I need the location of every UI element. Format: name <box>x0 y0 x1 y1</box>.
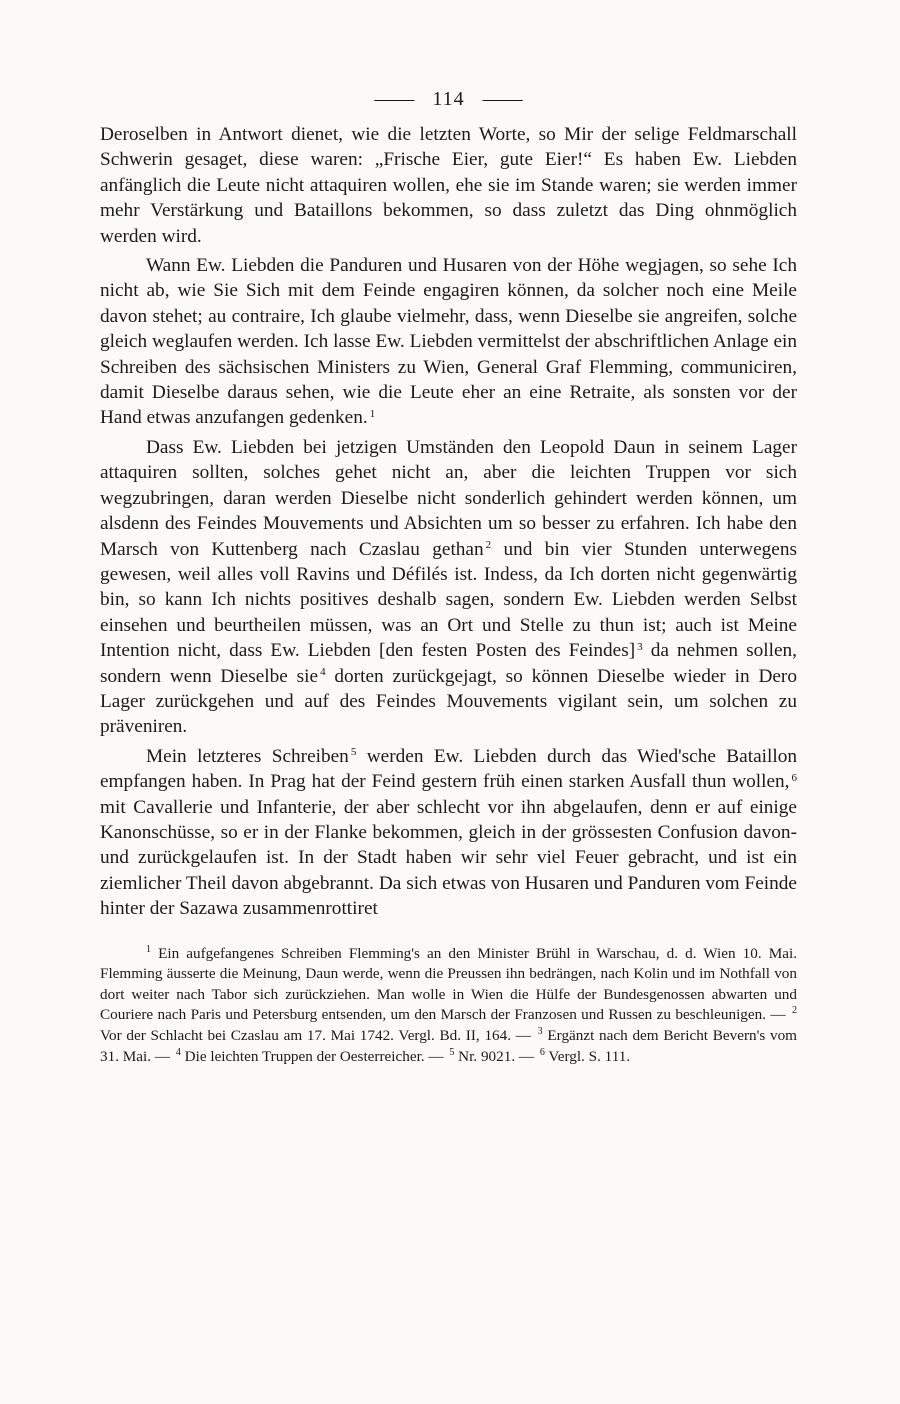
footnote-marker: 5 <box>449 1046 455 1058</box>
footnote-marker: 2 <box>792 1005 797 1017</box>
text-run: Nr. 9021. — <box>454 1047 538 1065</box>
text-run: werden Ew. Liebden durch das Wied'sche Bataillon empfangen haben. In Prag hat der Feind gestern früh einen starken Ausfall thun wollen, <box>100 745 797 793</box>
text-run: Mein letzteres Schreiben <box>146 745 349 767</box>
footnote-marker: 3 <box>637 640 643 653</box>
footnote-marker: 1 <box>146 943 151 955</box>
text-run: dorten zurückgejagt, so können Dieselbe wieder in Dero Lager zurückgehen und auf des Feindes Mouvements vigilant sein, um solchen zu präveniren. <box>100 665 797 738</box>
body-paragraph <box>100 744 797 922</box>
footnote-marker: 4 <box>320 665 326 678</box>
footnote-marker: 4 <box>175 1046 181 1058</box>
text-run: Ein aufgefangenes Schreiben Flemming's an den Minister Brühl in Warschau, d. d. Wien 10. Mai. Flemming äusserte die Meinung, Daun werde, wenn die Preussen ihn bedrängen, nach Kolin und im Nothfall von dort weiter nach Tabor sich zurückziehen. Man wolle in Wien die Hülfe der Bundesgenossen abwarten und Couriere nach Paris und Petersburg entsenden, um den Marsch der Franzosen und Russen zu beschleunigen. — <box>100 944 797 1024</box>
body-paragraph <box>100 435 797 740</box>
footnote-marker: 1 <box>369 407 376 420</box>
footnote-marker: 3 <box>537 1025 543 1037</box>
text-run: Dass Ew. Liebden bei jetzigen Umständen den Leopold Daun in seinem Lager attaquiren sollten, solches gehet nicht an, aber die leichten Truppen vor sich wegzubringen, daran werden Dieselbe nicht sonderlich gehindert werden können, um alsdenn des Feindes Mouvements und Absichten um so besser zu erfahren. Ich habe den Marsch von Kuttenberg nach Czaslau gethan <box>100 436 797 560</box>
text-run: Die leichten Truppen der Oesterreicher. — <box>180 1047 448 1065</box>
text-run: Wann Ew. Liebden die Panduren und Husaren von der Höhe wegjagen, so sehe Ich nicht ab, wie Sie Sich mit dem Feinde engagiren können, da solcher noch eine Meile davon stehet; au contraire, Ich glaube vielmehr, dass, wenn Dieselbe sie angreifen, solche gleich weglaufen werden. Ich lasse Ew. Liebden vermittelst der abschriftlichen Anlage ein Schreiben des sächsischen Ministers zu Wien, General Graf Flemming, communiciren, damit Dieselbe daraus sehen, wie die Leute eher an eine Retraite, als sonsten vor der Hand etwas anzufangen gedenken. <box>100 255 797 429</box>
text-run: mit Cavallerie und Infanterie, der aber schlecht vor ihn abgelaufen, denn er auf einige Kanonschüsse, so er in der Flanke bekommen, gleich in der grössesten Confusion davon- und zurückgelaufen ist. In der Stadt haben wir sehr viel Feuer gebracht, und ist ein ziemlicher Theil davon abgebrannt. Da sich etwas von Husaren und Panduren vom Feinde hinter der Sazawa zusammenrottiret <box>100 796 797 920</box>
text-run: und bin vier Stunden unterwegens gewesen, weil alles voll Ravins und Défilés ist. Indess, da Ich dorten nicht gegenwärtig bin, so kann Ich nichts positives deshalb sagen, sondern Ew. Liebden werden Selbst einsehen und beurtheilen müssen, was an Ort und Stelle zu thun ist; auch ist Meine Intention nicht, dass Ew. Liebden [den festen Posten des Feindes] <box>100 538 797 662</box>
document-page <box>100 86 797 1067</box>
body-paragraph <box>100 253 797 431</box>
footnotes <box>100 944 797 1068</box>
text-run: Ergänzt nach dem Bericht Bevern's vom 31. Mai. — <box>100 1026 797 1065</box>
body-paragraph <box>100 122 797 249</box>
footnote-paragraph <box>100 944 797 1068</box>
text-run: Vor der Schlacht bei Czaslau am 17. Mai 1742. Vergl. Bd. II, 164. — <box>100 1026 536 1044</box>
body-text <box>100 122 797 922</box>
text-run: Vergl. S. 111. <box>544 1047 631 1065</box>
footnote-marker: 5 <box>350 746 357 759</box>
footnote-marker: 2 <box>485 538 492 551</box>
footnote-marker: 6 <box>539 1046 545 1058</box>
header-dash-right: —— <box>482 88 523 110</box>
text-run: Deroselben in Antwort dienet, wie die letzten Worte, so Mir der selige Feldmarschall Schwerin gesaget, diese waren: „Frische Eier, gute Eier!“ Es haben Ew. Liebden anfänglich die Leute nicht attaquiren wollen, ehe sie im Stande waren; sie werden immer mehr Verstärkung und Bataillons bekommen, so dass zuletzt das Ding ohnmöglich werden wird. <box>100 124 797 247</box>
header-dash-left: —— <box>374 88 415 110</box>
text-run: da nehmen sollen, sondern wenn Dieselbe sie <box>100 640 797 687</box>
page-header <box>100 86 797 112</box>
page-number: 114 <box>432 88 465 110</box>
footnote-marker: 6 <box>791 771 797 784</box>
